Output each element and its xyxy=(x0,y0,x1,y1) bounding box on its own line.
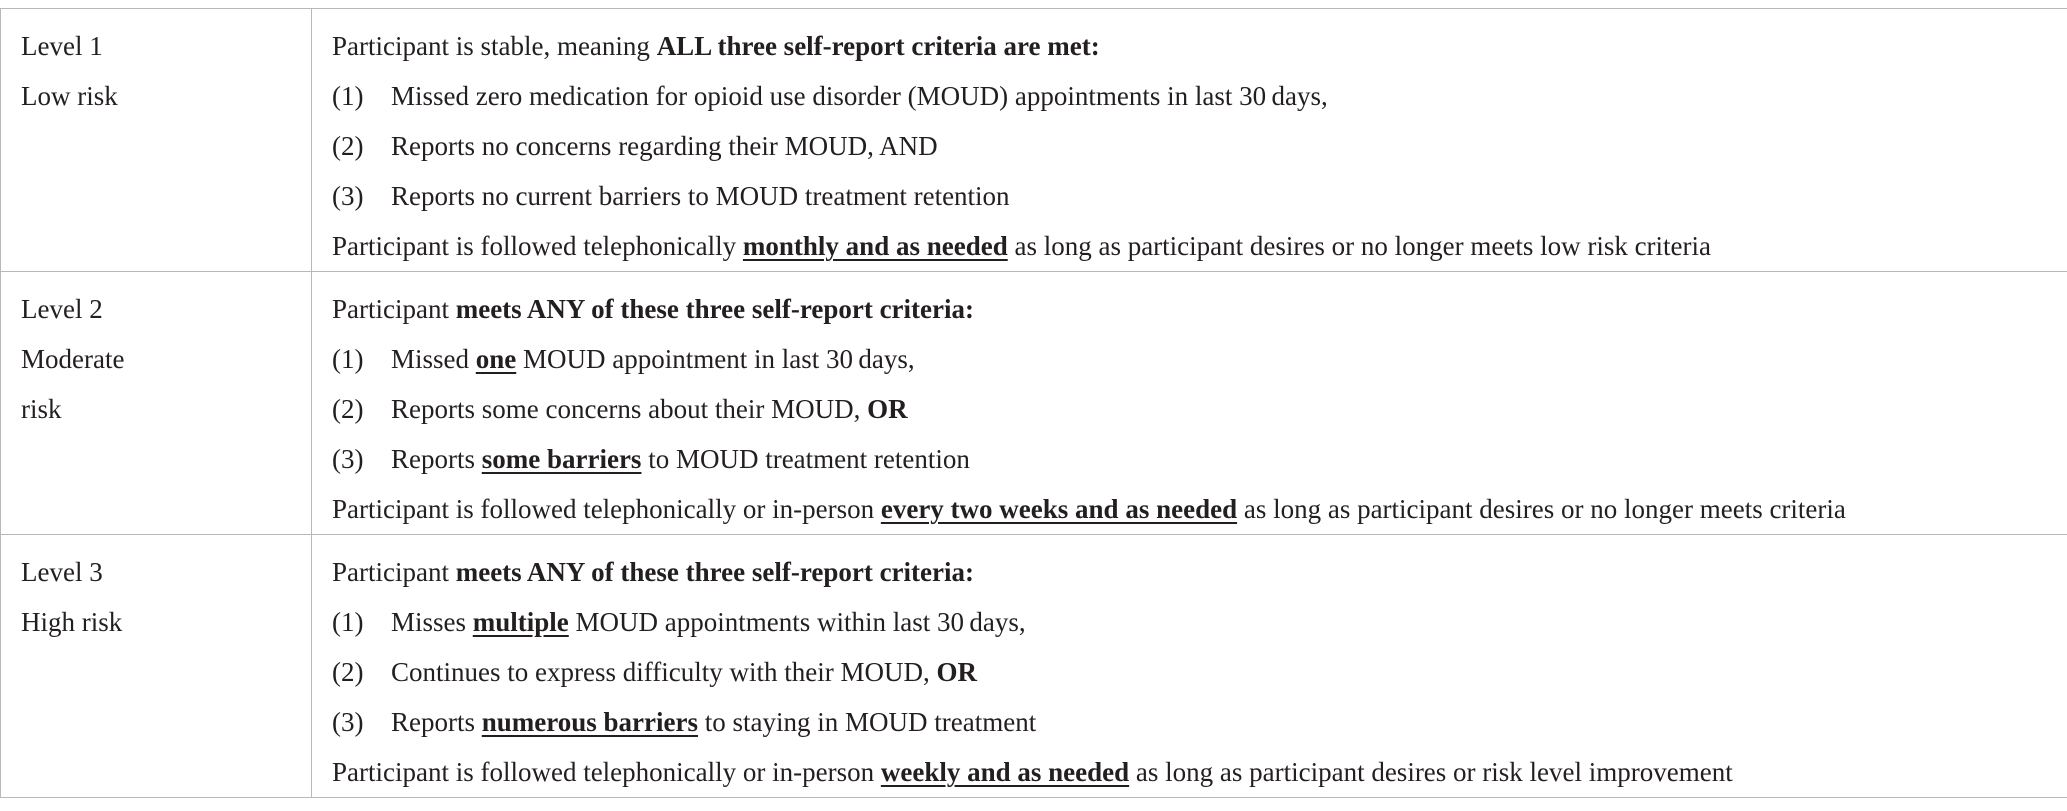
criteria-intro: Participant meets ANY of these three self-report criteria: xyxy=(332,557,974,587)
level-label: Level 1 xyxy=(21,31,103,61)
criteria-intro-emphasis: ALL three self-report criteria are met: xyxy=(656,31,1100,61)
criteria-cell xyxy=(312,9,2067,272)
criteria-number: (1) xyxy=(332,81,364,111)
criteria-number: (1) xyxy=(332,607,364,637)
criteria-emphasis: one xyxy=(475,344,517,374)
criteria-intro-emphasis: meets ANY of these three self-report criteria: xyxy=(455,294,974,324)
criteria-item: (3) Reports no current barriers to MOUD treatment retention xyxy=(332,171,2047,221)
criteria-number: (3) xyxy=(332,707,364,737)
criteria-item: (2) Reports no concerns regarding their MOUD, AND xyxy=(332,121,2047,171)
criteria-cell xyxy=(312,535,2067,798)
risk-level-cell xyxy=(1,272,312,535)
risk-level-table xyxy=(0,8,2067,798)
criteria-item: (1) Missed zero medication for opioid use disorder (MOUD) appointments in last 30 days, xyxy=(332,71,2047,121)
risk-label: Low risk xyxy=(21,81,118,111)
table-row xyxy=(1,272,2067,535)
table-row xyxy=(1,9,2067,272)
criteria-emphasis: multiple xyxy=(472,607,569,637)
criteria-emphasis: some barriers xyxy=(481,444,642,474)
level-label: Level 2 xyxy=(21,294,103,324)
criteria-number: (1) xyxy=(332,344,364,374)
criteria-item: (2) Continues to express difficulty with their MOUD, OR xyxy=(332,647,2047,697)
risk-label: risk xyxy=(21,394,62,424)
table-row xyxy=(1,535,2067,798)
criteria-item: (1) Missed one MOUD appointment in last 30 days, xyxy=(332,334,2047,384)
criteria-conjunction: OR xyxy=(867,394,908,424)
risk-label: High risk xyxy=(21,607,123,637)
follow-up-text: Participant is followed telephonically monthly and as needed as long as participant desires or no longer meets low risk criteria xyxy=(332,231,1712,261)
criteria-item: (2) Reports some concerns about their MOUD, OR xyxy=(332,384,2047,434)
risk-level-cell xyxy=(1,9,312,272)
follow-up-text: Participant is followed telephonically or in-person weekly and as needed as long as participant desires or risk level improvement xyxy=(332,757,1733,787)
criteria-emphasis: numerous barriers xyxy=(481,707,698,737)
criteria-number: (2) xyxy=(332,131,364,161)
criteria-intro: Participant is stable, meaning ALL three self-report criteria are met: xyxy=(332,31,1100,61)
criteria-item: (3) Reports some barriers to MOUD treatment retention xyxy=(332,434,2047,484)
follow-up-frequency: monthly and as needed xyxy=(742,231,1008,261)
criteria-number: (2) xyxy=(332,394,364,424)
criteria-number: (3) xyxy=(332,444,364,474)
follow-up-text: Participant is followed telephonically or in-person every two weeks and as needed as long as participant desires or no longer meets criteria xyxy=(332,494,1846,524)
criteria-intro: Participant meets ANY of these three self-report criteria: xyxy=(332,294,974,324)
risk-label: Moderate xyxy=(21,344,125,374)
criteria-number: (2) xyxy=(332,657,364,687)
criteria-item: (1) Misses multiple MOUD appointments within last 30 days, xyxy=(332,597,2047,647)
level-label: Level 3 xyxy=(21,557,103,587)
follow-up-frequency: weekly and as needed xyxy=(880,757,1130,787)
follow-up-frequency: every two weeks and as needed xyxy=(880,494,1238,524)
criteria-cell xyxy=(312,272,2067,535)
criteria-number: (3) xyxy=(332,181,364,211)
criteria-conjunction: OR xyxy=(936,657,977,687)
criteria-intro-emphasis: meets ANY of these three self-report criteria: xyxy=(455,557,974,587)
risk-level-cell xyxy=(1,535,312,798)
criteria-item: (3) Reports numerous barriers to staying in MOUD treatment xyxy=(332,697,2047,747)
